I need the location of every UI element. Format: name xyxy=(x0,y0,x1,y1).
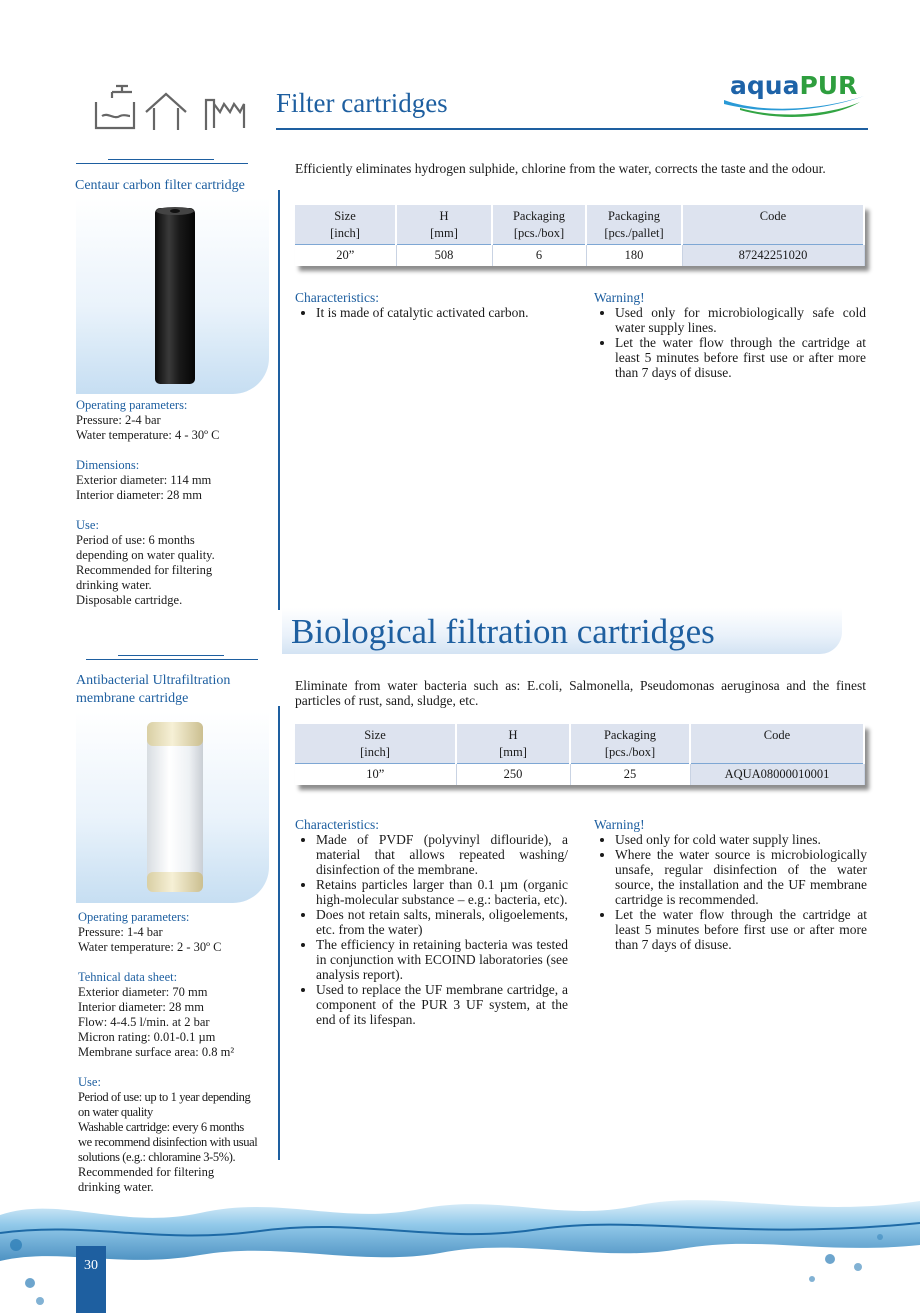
param-line: Period of use: up to 1 year depending xyxy=(78,1090,251,1104)
table-header-row xyxy=(295,205,864,245)
param-line: Recommended for filtering xyxy=(76,563,213,577)
sidebar-rule xyxy=(86,659,258,660)
param-line: Interior diameter: 28 mm xyxy=(78,1000,205,1014)
sidebar-rule xyxy=(76,163,248,164)
product-name: Centaur carbon filter cartridge xyxy=(75,178,245,193)
params-heading: Operating parameters: xyxy=(78,910,190,924)
table-cell: 250 xyxy=(456,764,570,786)
product-params xyxy=(78,910,278,1195)
list-item: • Made of PVDF (polyvinyl diflouride), a material that allows repeated washing/ disinfection of the membrane. xyxy=(316,832,568,877)
param-line: depending on water quality. xyxy=(76,548,215,562)
characteristics-heading: Characteristics: xyxy=(295,817,379,832)
table-header: Code xyxy=(690,724,864,764)
page-number: 30 xyxy=(76,1246,106,1313)
table-header: Packaging [pcs./box] xyxy=(570,724,690,764)
tap-basin-icon xyxy=(96,86,134,128)
param-line: on water quality xyxy=(78,1105,153,1119)
list-item: • Let the water flow through the cartridge at least 5 minutes before first use or after more than 7 days of disuse. xyxy=(615,907,867,952)
table-cell: 10” xyxy=(295,764,456,786)
spec-table xyxy=(295,724,865,785)
list-item: • Does not retain salts, minerals, oligoelements, etc. from the water) xyxy=(316,907,568,937)
param-line: Flow: 4-4.5 l/min. at 2 bar xyxy=(78,1015,210,1029)
table-header: Size [inch] xyxy=(295,724,456,764)
param-line: Disposable cartridge. xyxy=(76,593,183,607)
list-item: • The efficiency in retaining bacteria was tested in conjunction with ECOIND laboratories (see analysis report). xyxy=(316,937,568,982)
warning-block xyxy=(594,290,866,380)
param-line: Micron rating: 0.01-0.1 µm xyxy=(78,1030,216,1044)
params-heading: Operating parameters: xyxy=(76,398,188,412)
table-cell: 180 xyxy=(586,245,682,267)
house-roof-icon xyxy=(146,94,186,130)
page-title: Filter cartridges xyxy=(276,88,448,118)
table-header: Packaging [pcs./pallet] xyxy=(586,205,682,245)
section-divider xyxy=(278,190,280,610)
product-image-panel xyxy=(76,712,269,903)
header-rule xyxy=(276,128,868,130)
warning-heading: Warning! xyxy=(594,817,645,832)
list-item: • Used only for microbiologically safe cold water supply lines. xyxy=(615,305,866,335)
list-item: • Let the water flow through the cartridge at least 5 minutes before first use or after more than 7 days of disuse. xyxy=(615,335,866,380)
param-line: Water temperature: 4 - 30º C xyxy=(76,428,220,442)
table-header: H [mm] xyxy=(456,724,570,764)
characteristics-block xyxy=(295,290,567,320)
table-row xyxy=(295,245,864,267)
product-intro: Eliminate from water bacteria such as: E.coli, Salmonella, Pseudomonas aeruginosa and the finest particles of rust, sand, sludge, etc. xyxy=(295,678,866,708)
table-cell: 508 xyxy=(396,245,492,267)
params-heading: Tehnical data sheet: xyxy=(78,970,178,984)
param-line: Pressure: 1-4 bar xyxy=(78,925,163,939)
param-line: drinking water. xyxy=(76,578,152,592)
usage-icons xyxy=(94,84,254,132)
table-header: H [mm] xyxy=(396,205,492,245)
spec-table-wrapper xyxy=(295,724,865,785)
params-heading: Use: xyxy=(76,518,99,532)
param-line: Water temperature: 2 - 30º C xyxy=(78,940,222,954)
param-line: Period of use: 6 months xyxy=(76,533,195,547)
param-line: Membrane surface area: 0.8 m² xyxy=(78,1045,235,1059)
table-header: Code xyxy=(682,205,864,245)
list-item: • Where the water source is microbiologically unsafe, regular disinfection of the water source, the installation and the UF membrane cartridge is recommended. xyxy=(615,847,867,907)
table-header-row xyxy=(295,724,864,764)
param-line: Exterior diameter: 114 mm xyxy=(76,473,212,487)
list-item: • Retains particles larger than 0.1 µm (organic high-molecular substance – e.g.: bacteria, etc). xyxy=(316,877,568,907)
table-cell: AQUA08000010001 xyxy=(690,764,864,786)
table-header: Size [inch] xyxy=(295,205,396,245)
table-row xyxy=(295,764,864,786)
params-heading: Use: xyxy=(78,1075,101,1089)
uf-cartridge-image xyxy=(76,712,269,903)
product-intro: Efficiently eliminates hydrogen sulphide, chlorine from the water, corrects the taste and the odour. xyxy=(295,161,826,176)
section-title: Biological filtration cartridges xyxy=(291,612,715,651)
param-line: Exterior diameter: 70 mm xyxy=(78,985,208,999)
section-divider xyxy=(278,706,280,1160)
param-line: Pressure: 2-4 bar xyxy=(76,413,161,427)
param-line: Recommended for filtering xyxy=(78,1165,215,1179)
product-name: Antibacterial Ultrafiltration membrane cartridge xyxy=(76,673,231,706)
param-line: we recommend disinfection with usual xyxy=(78,1135,258,1149)
sidebar-rule xyxy=(108,159,214,160)
warning-block xyxy=(594,817,867,952)
list-item: • Used only for cold water supply lines. xyxy=(615,832,867,847)
param-line: drinking water. xyxy=(78,1180,154,1194)
param-line: solutions (e.g.: chloramine 3-5%). xyxy=(78,1150,236,1164)
sidebar-rule xyxy=(118,655,224,656)
list-item: • It is made of catalytic activated carbon. xyxy=(316,305,567,320)
characteristics-block xyxy=(295,817,568,1027)
table-cell: 20” xyxy=(295,245,396,267)
aquapur-logo xyxy=(722,66,868,122)
product-image-panel xyxy=(76,198,269,394)
table-cell: 6 xyxy=(492,245,586,267)
factory-icon xyxy=(206,100,244,130)
water-splash-decoration xyxy=(0,1175,920,1313)
warning-heading: Warning! xyxy=(594,290,645,305)
svg-text:aquaPUR: aquaPUR xyxy=(730,71,858,100)
params-heading: Dimensions: xyxy=(76,458,140,472)
table-cell: 25 xyxy=(570,764,690,786)
product-params xyxy=(76,398,276,608)
carbon-cartridge-image xyxy=(76,198,269,394)
param-line: Washable cartridge: every 6 months xyxy=(78,1120,244,1134)
list-item: • Used to replace the UF membrane cartridge, a component of the PUR 3 UF system, at the end of its lifespan. xyxy=(316,982,568,1027)
spec-table-wrapper xyxy=(295,205,865,266)
table-cell: 87242251020 xyxy=(682,245,864,267)
table-header: Packaging [pcs./box] xyxy=(492,205,586,245)
spec-table xyxy=(295,205,865,266)
characteristics-heading: Characteristics: xyxy=(295,290,379,305)
param-line: Interior diameter: 28 mm xyxy=(76,488,203,502)
